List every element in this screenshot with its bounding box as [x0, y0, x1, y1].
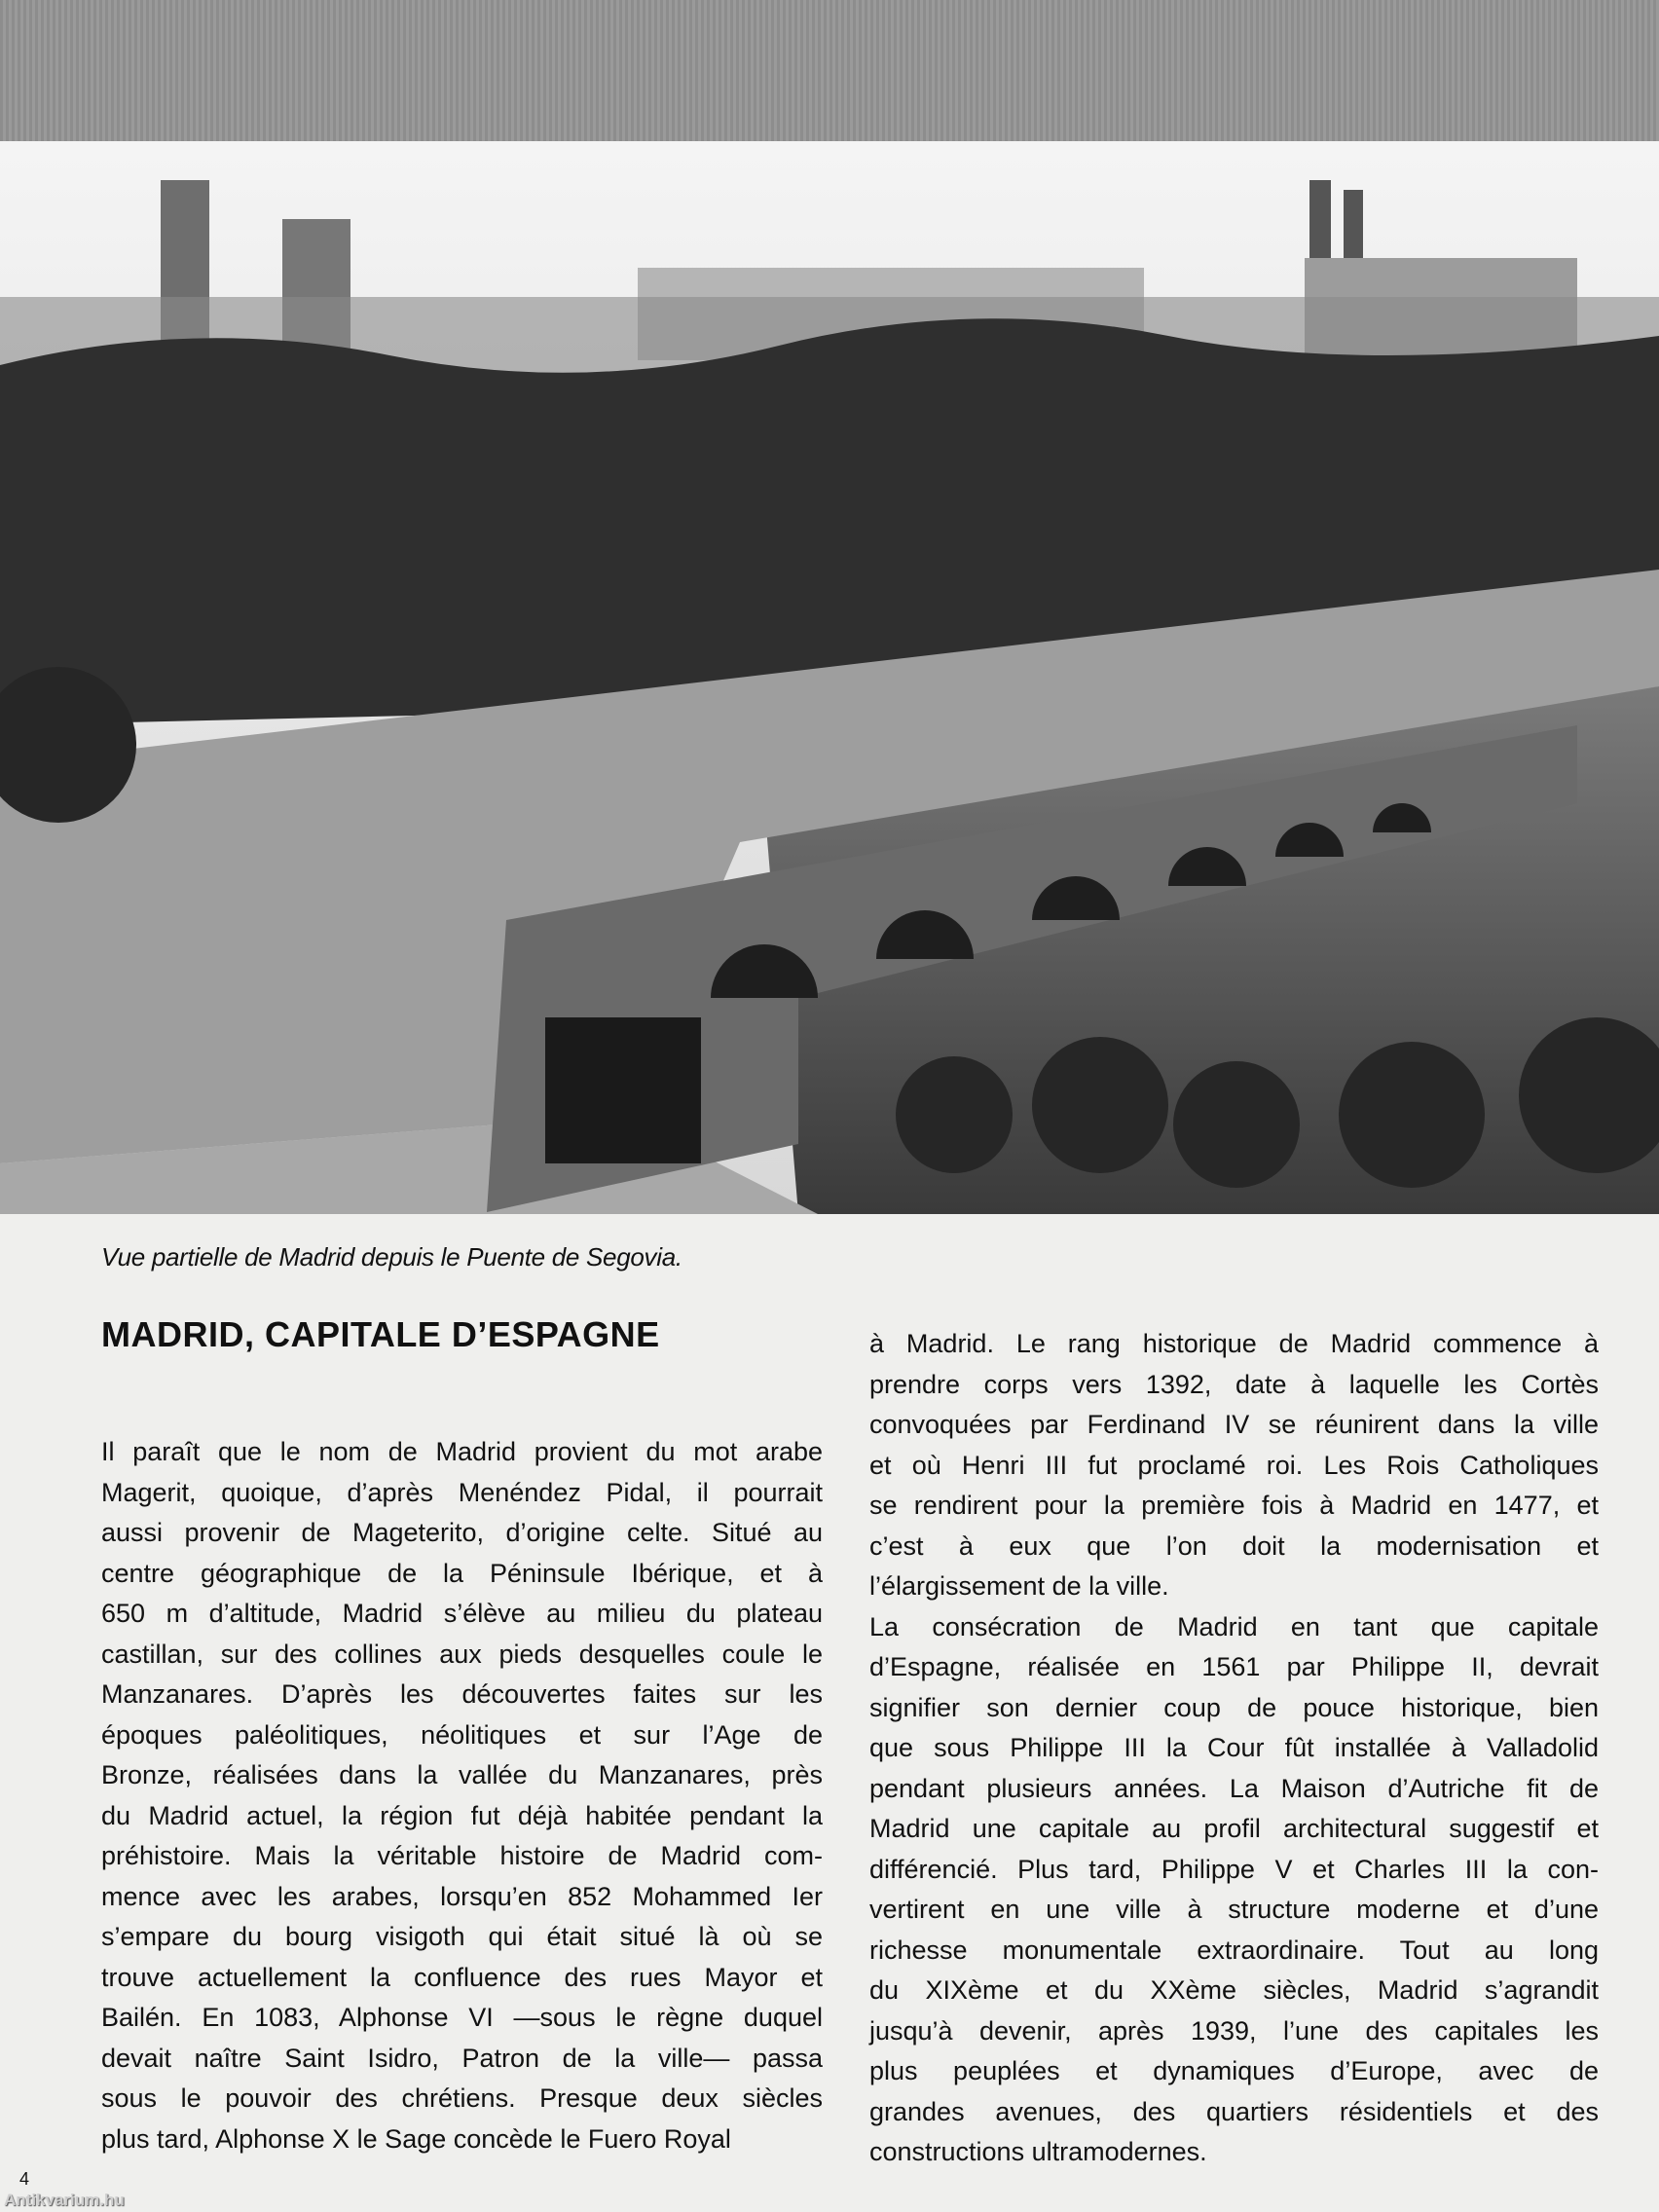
text-line: Magerit, quoique, d’après Menéndez Pidal, il pourrait — [101, 1477, 823, 1507]
text-line: La consécration de Madrid en tant que capitale — [869, 1611, 1599, 1641]
page-number: 4 — [19, 2169, 30, 2189]
text-line: préhistoire. Mais la véritable histoire de Madrid com- — [101, 1841, 823, 1870]
text-line: du Madrid actuel, la région fut déjà habitée pendant la — [101, 1800, 823, 1830]
text-line: s’empare du bourg visigoth qui était situé là où se — [101, 1922, 823, 1951]
text-line: grandes avenues, des quartiers résidentiels et des — [869, 2096, 1599, 2126]
article-title: MADRID, CAPITALE D’ESPAGNE — [101, 1314, 660, 1354]
text-line: jusqu’à devenir, après 1939, l’une des capitales les — [869, 2015, 1599, 2046]
text-line: devait naître Saint Isidro, Patron de la ville— passa — [101, 2043, 823, 2073]
text-line: mence avec les arabes, lorsqu’en 852 Mohammed Ier — [101, 1881, 823, 1911]
page-background-strip — [0, 0, 1659, 146]
text-line: du XIXème et du XXème siècles, Madrid s’agrandit — [869, 1975, 1599, 2005]
text-line: différencié. Plus tard, Philippe V et Charles III la con- — [869, 1854, 1599, 1884]
text-line: richesse monumentale extraordinaire. Tout au long — [869, 1935, 1599, 1965]
text-line: Madrid une capitale au profil architectural suggestif et — [869, 1814, 1599, 1843]
watermark: Antikvarium.hu — [4, 2191, 125, 2209]
text-line: époques paléolitiques, néolitiques et sur l’Age de — [101, 1719, 823, 1750]
photo-caption: Vue partielle de Madrid depuis le Puente de Segovia. — [101, 1242, 682, 1272]
text-line: trouve actuellement la confluence des rues Mayor et — [101, 1962, 823, 1992]
text-line: l’élargissement de la ville. — [869, 1571, 1169, 1601]
text-line: Il paraît que le nom de Madrid provient du mot arabe — [101, 1437, 823, 1466]
text-line: Bronze, réalisées dans la vallée du Manzanares, près — [101, 1760, 823, 1789]
text-line: c’est à eux que l’on doit la modernisation et — [869, 1530, 1599, 1561]
text-line: plus tard, Alphonse X le Sage concède le Fuero Royal — [101, 2123, 731, 2154]
madrid-segovia-bridge-photo — [0, 141, 1659, 1214]
text-line: convoquées par Ferdinand IV se réunirent dans la ville — [869, 1410, 1599, 1439]
text-line: vertirent en une ville à structure moderne et d’une — [869, 1895, 1599, 1924]
text-line: pendant plusieurs années. La Maison d’Autriche fit de — [869, 1773, 1599, 1803]
text-line: centre géographique de la Péninsule Ibérique, et à — [101, 1558, 823, 1588]
text-line: à Madrid. Le rang historique de Madrid commence à — [869, 1329, 1599, 1358]
text-line: signifier son dernier coup de pouce historique, bien — [869, 1692, 1599, 1722]
text-line: se rendirent pour la première fois à Madrid en 1477, et — [869, 1491, 1599, 1520]
text-line: prendre corps vers 1392, date à laquelle les Cortès — [869, 1369, 1599, 1399]
text-line: constructions ultramodernes. — [869, 2137, 1207, 2166]
left-text-column — [101, 1432, 823, 2159]
text-line: Bailén. En 1083, Alphonse VI —sous le règne duquel — [101, 2003, 823, 2032]
text-line: aussi provenir de Mageterito, d’origine celte. Situé au — [101, 1518, 823, 1547]
text-line: plus peuplées et dynamiques d’Europe, avec de — [869, 2056, 1599, 2085]
text-line: 650 m d’altitude, Madrid s’élève au milieu du plateau — [101, 1599, 823, 1628]
text-line: sous le pouvoir des chrétiens. Presque deux siècles — [101, 2083, 823, 2113]
text-line: d’Espagne, réalisée en 1561 par Philippe II, devrait — [869, 1652, 1599, 1681]
text-line: castillan, sur des collines aux pieds desquelles coule le — [101, 1639, 823, 1669]
text-line: et où Henri III fut proclamé roi. Les Rois Catholiques — [869, 1450, 1599, 1480]
right-text-column — [869, 1324, 1599, 2173]
text-line: Manzanares. D’après les découvertes faites sur les — [101, 1679, 823, 1709]
text-line: que sous Philippe III la Cour fût installée à Valladolid — [869, 1733, 1599, 1762]
